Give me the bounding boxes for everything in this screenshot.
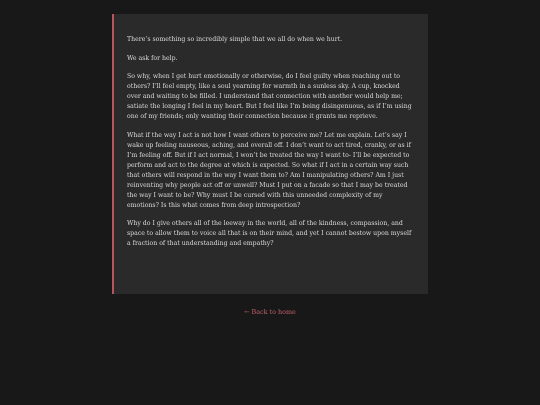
left-arrow-icon: ← [244,308,250,316]
article-paragraph-5: Why do I give others all of the leeway in the world, all of the kindness, compassion, and space to allow them to voice all that is on their mind, and yet I cannot bestow upon myself a fraction of that understanding and empathy? [127,220,412,248]
back-to-home-link[interactable] [0,308,540,316]
article-paragraph-1: There’s something so incredibly simple that we all do when we hurt. [127,36,343,43]
article-paragraph-4: What if the way I act is not how I want others to perceive me? Let me explain. Let’s say I wake up feeling nauseous, aching, and overall off. I don’t want to act tired, cranky, or as if I’m feeling off. But if I act normal, I won’t be treated the way I want to- I’ll be expected to perform and act to the degree at which is expected. So what if I act in a certain way such that others will respond in the way I want them to? Am I manipulating others? Am I just reinventing why people act off or unwell? Must I put on a facade so that I may be treated the way I want to be? Why must I be cursed with this unneeded complexity of my emotions? Is this what comes from deep introspection? [127,131,411,209]
article-paragraph-3: So why, when I get hurt emotionally or otherwise, do I feel guilty when reaching out to others? I’ll feel empty, like a soul yearning for warmth in a sunless sky. A cup, knocked over and waiting to be filled. I understand that connection with another would help me; satiate the longing I feel in my heart. But I feel like I’m being disingenuous, as if I’m using one of my friends; only wanting their connection because it grants me reprieve. [127,73,412,121]
article-paragraph-2: We ask for help. [127,54,178,62]
article-card [112,14,428,294]
back-to-home-label: Back to home [251,308,296,316]
